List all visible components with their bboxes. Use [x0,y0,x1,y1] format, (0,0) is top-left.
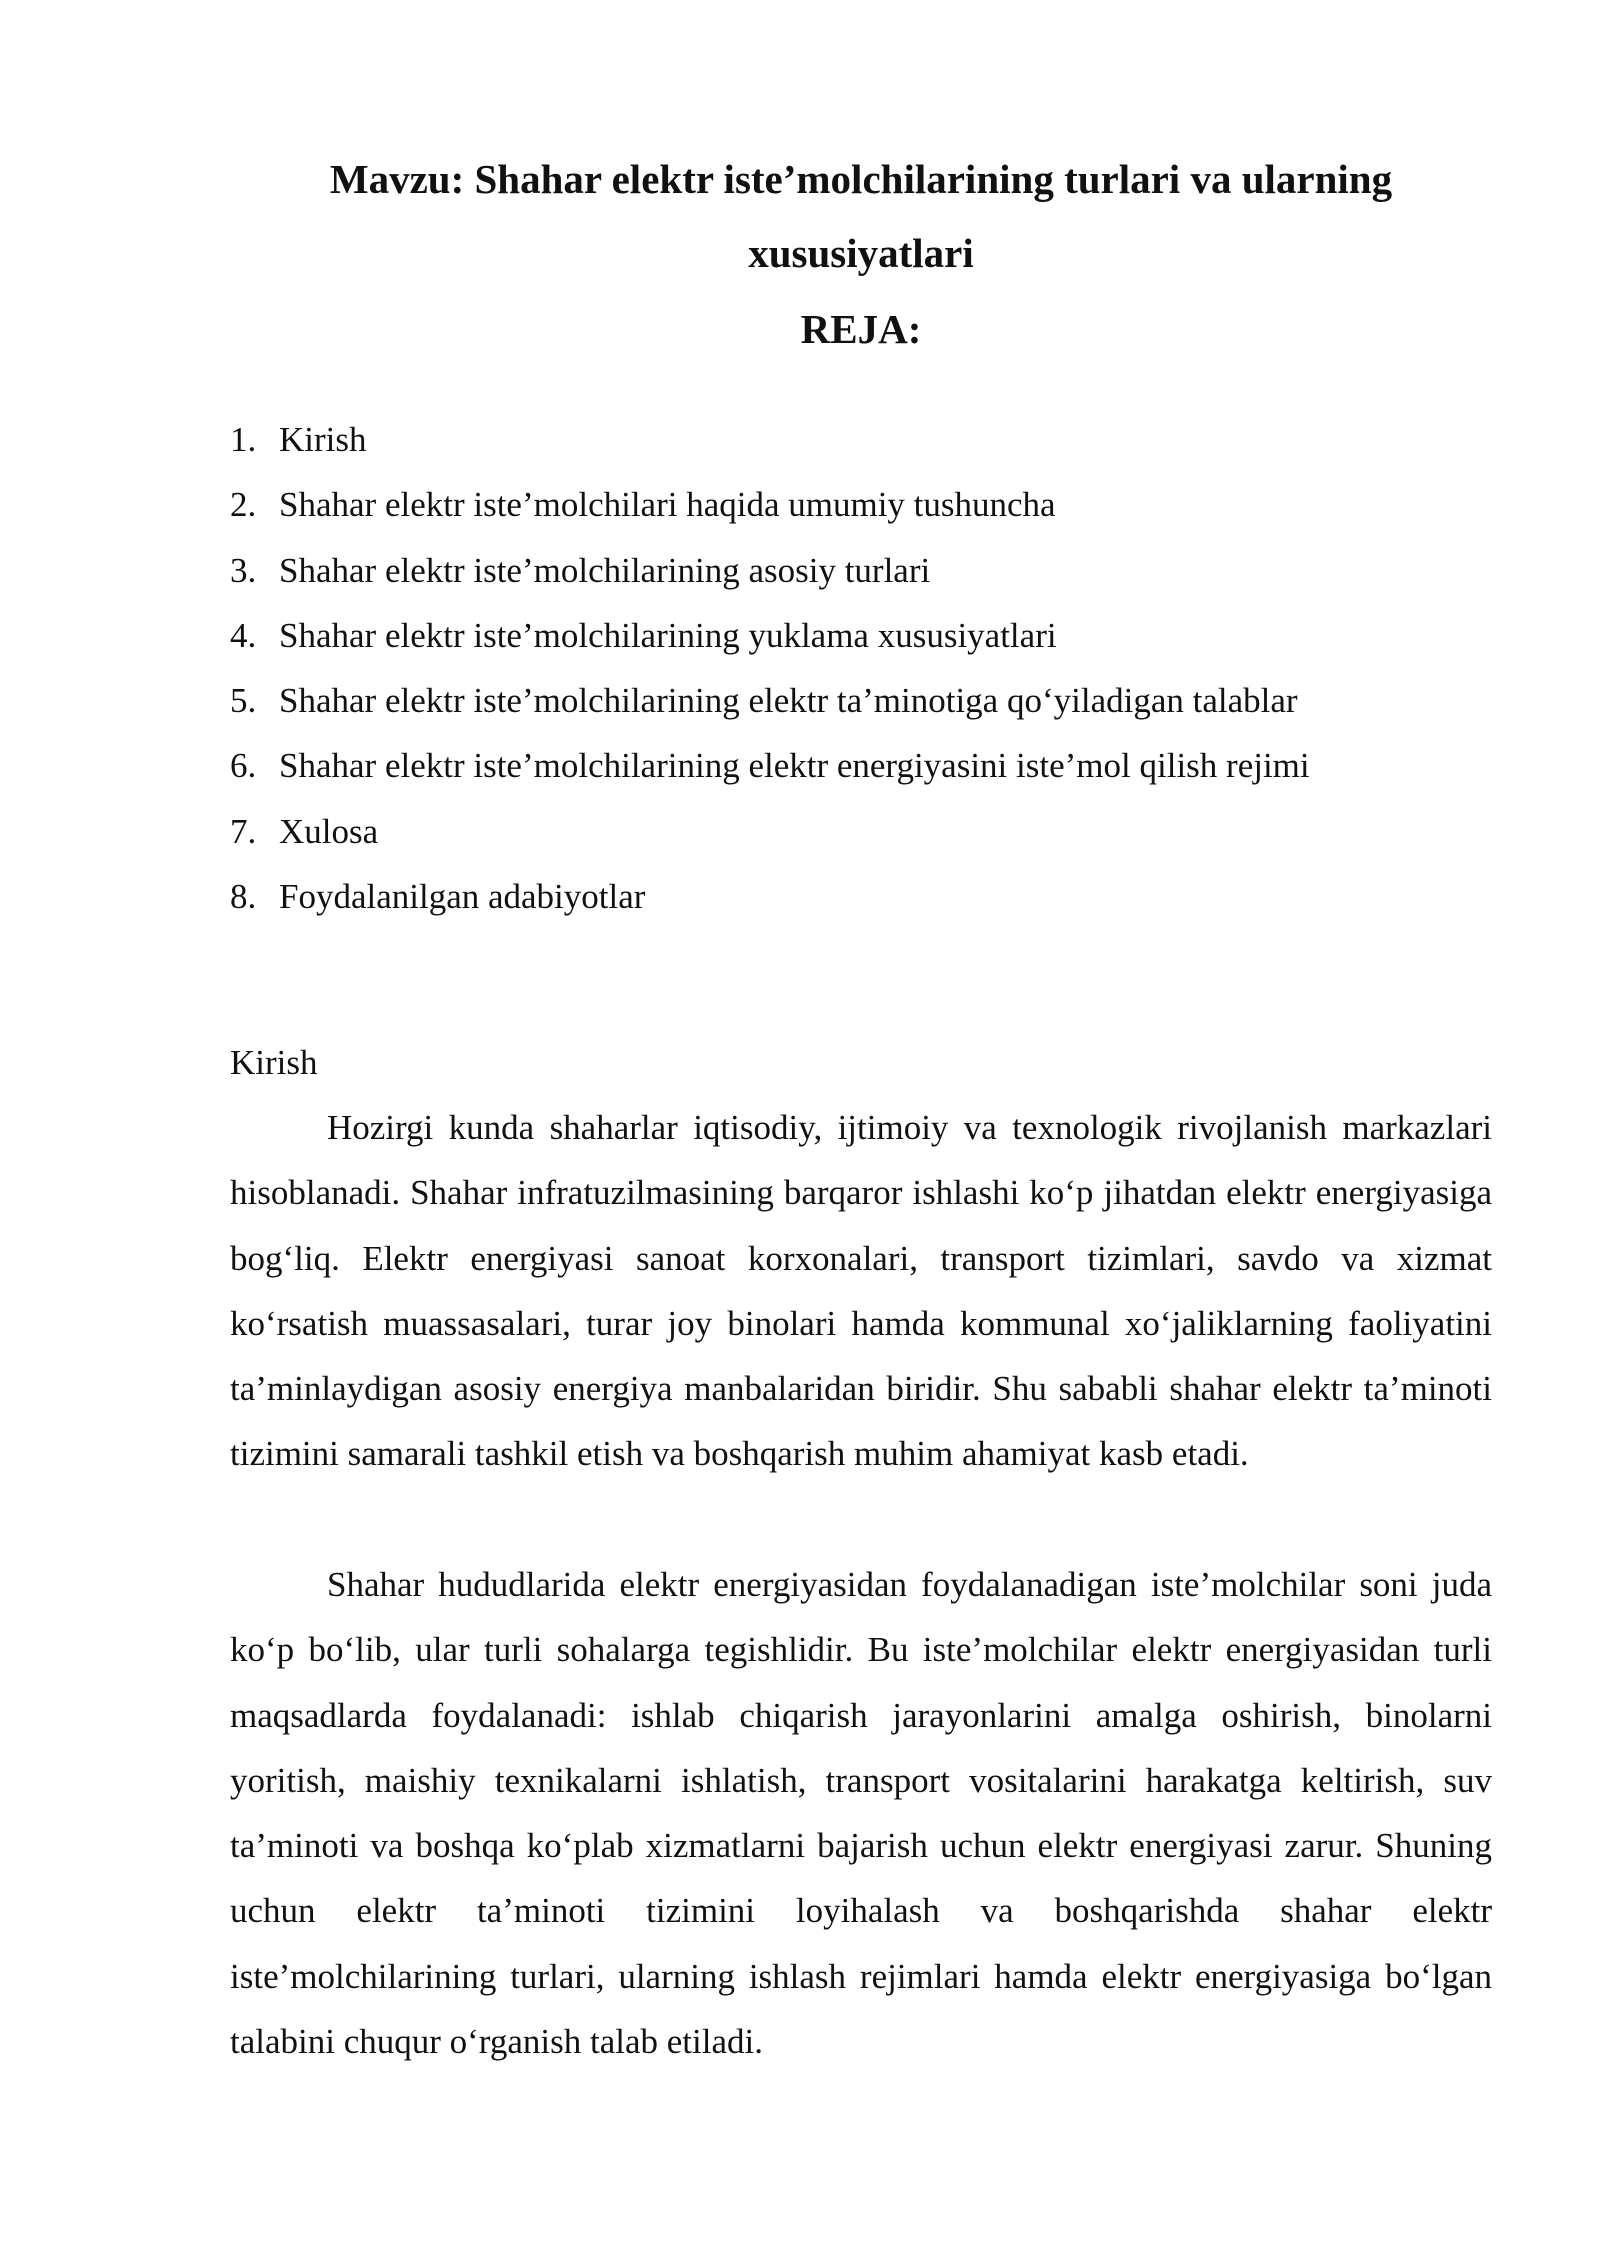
plan-item [230,603,1492,668]
plan-item [230,407,1492,472]
title-line-1: Mavzu: Shahar elektr iste’molchilarining turlari va ularning [329,156,1393,202]
plan-item [230,668,1492,733]
plan-item-text: Shahar elektr iste’molchilarining asosiy turlari [279,550,931,590]
plan-item-text: Shahar elektr iste’molchilari haqida umumiy tushuncha [279,485,1056,525]
plan-item-number: 6. [230,746,257,786]
plan-item [230,864,1492,929]
plan-item-text: Shahar elektr iste’molchilarining elektr ta’minotiga qo‘yiladigan talablar [279,681,1298,721]
plan-item-text: Foydalanilgan adabiyotlar [279,877,646,917]
plan-item-number: 8. [230,877,257,917]
plan-item-number: 7. [230,811,257,851]
intro-paragraph-1: Hozirgi kunda shaharlar iqtisodiy, ijtimoiy va texnologik rivojlanish markazlari hisoblanadi. Shahar infratuzilmasining barqaror ishlashi ko‘p jihatdan elektr energiyasiga bog‘liq. Elektr energiyasi sanoat korxonalari, transport tizimlari, savdo va xizmat ko‘rsatish muassasalari, turar joy binolari hamda kommunal xo‘jaliklarning faoliyatini ta’minlaydigan asosiy energiya manbalaridan biridir. Shu sababli shahar elektr ta’minoti tizimini samarali tashkil etish va boshqarish muhim ahamiyat kasb etadi. [230,1108,1492,1474]
plan-item-number: 1. [230,420,257,459]
plan-item [230,799,1492,864]
plan-heading: REJA: [800,306,922,352]
plan-item-text: Shahar elektr iste’molchilarining yuklama xususiyatlari [279,615,1057,655]
plan-item [230,733,1492,798]
title-line-2: xususiyatlari [748,230,974,276]
plan-item-text: Kirish [279,420,367,459]
intro-heading: Kirish [230,1043,318,1082]
plan-item [230,538,1492,603]
plan-item-number: 5. [230,681,257,721]
document-title [230,142,1492,290]
intro-paragraph-2: Shahar hududlarida elektr energiyasidan foydalanadigan iste’molchilar soni juda ko‘p bo‘lib, ular turli sohalarga tegishlidir. Bu iste’molchilar elektr energiyasidan turli maqsadlarda foydalanadi: ishlab chiqarish jarayonlarini amalga oshirish, binolarni yoritish, maishiy texnikalarni ishlatish, transport vositalarini harakatga keltirish, suv ta’minoti va boshqa ko‘plab xizmatlarni bajarish uchun elektr energiyasi zarur. Shuning uchun elektr ta’minoti tizimini loyihalash va boshqarishda shahar elektr iste’molchilarining turlari, ularning ishlash rejimlari hamda elektr energiyasiga bo‘lgan talabini chuqur o‘rganish talab etiladi. [230,1565,1492,2062]
plan-list [230,407,1492,929]
plan-item-text: Shahar elektr iste’molchilarining elektr energiyasini iste’mol qilish rejimi [279,746,1310,786]
plan-item-number: 4. [230,615,257,655]
plan-item-number: 3. [230,550,257,590]
plan-item-text: Xulosa [279,811,379,851]
plan-item-number: 2. [230,485,257,525]
plan-item [230,472,1492,537]
